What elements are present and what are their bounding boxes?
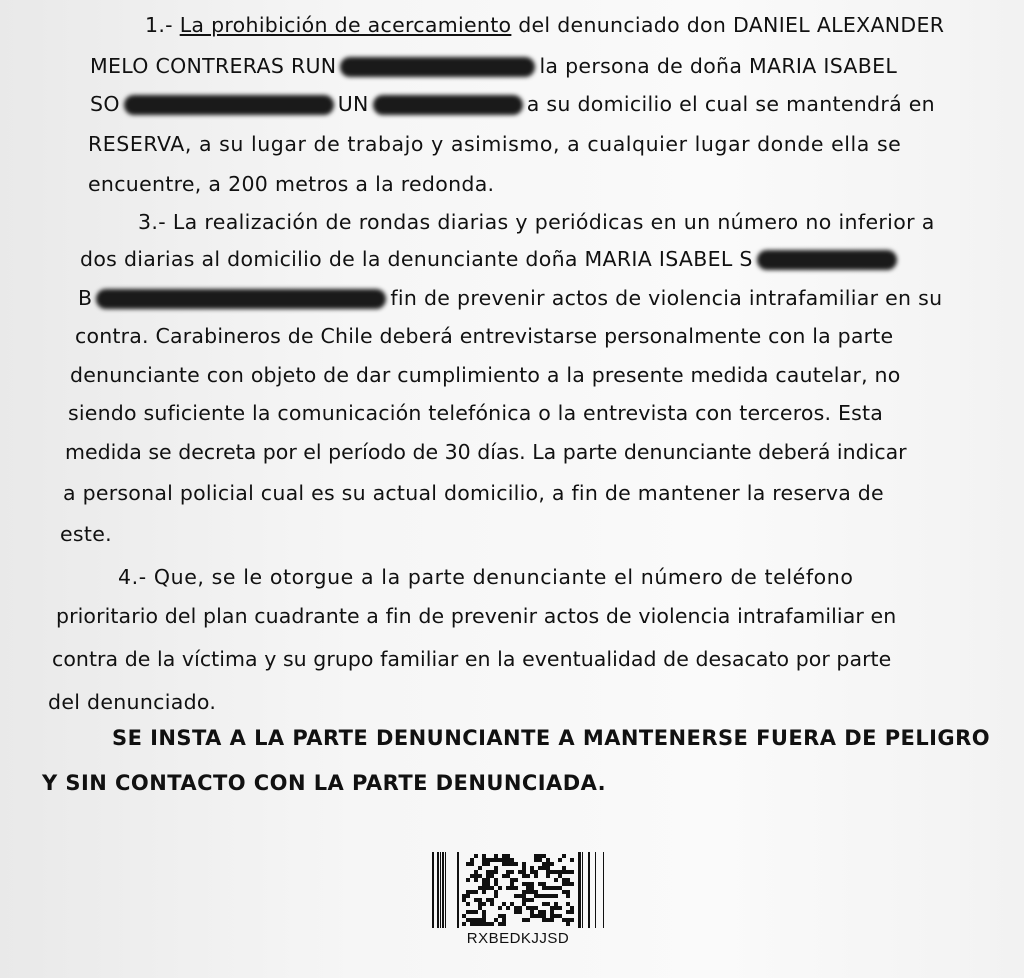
p1-line-1-rest: del denunciado don DANIEL ALEXANDER bbox=[511, 13, 945, 37]
barcode bbox=[428, 852, 608, 952]
p1-line-3-b: UN bbox=[337, 92, 369, 116]
notice-line-1-text: SE INSTA A LA PARTE DENUNCIANTE A MANTENERSE FUERA DE PELIGRO bbox=[112, 726, 991, 750]
p1-number: 1.- bbox=[145, 13, 180, 37]
p3-line-4 bbox=[75, 323, 893, 349]
p1-line-5 bbox=[88, 171, 494, 197]
p1-line-4 bbox=[88, 131, 901, 157]
p3-line-7-text: medida se decreta por el período de 30 días. La parte denunciante deberá indicar bbox=[65, 440, 907, 464]
redaction-mark bbox=[757, 250, 897, 270]
p1-line-3 bbox=[90, 91, 935, 117]
p3-line-6 bbox=[68, 400, 883, 426]
p4-line-4 bbox=[48, 689, 216, 715]
p1-line-4-text: RESERVA, a su lugar de trabajo y asimismo, a cualquier lugar donde ella se bbox=[88, 132, 902, 156]
p4-line-2 bbox=[56, 603, 896, 629]
p3-line-9-text: este. bbox=[60, 522, 112, 546]
p3-line-4-text: contra. Carabineros de Chile deberá entrevistarse personalmente con la parte bbox=[75, 324, 894, 348]
p3-line-6-text: siendo suficiente la comunicación telefónica o la entrevista con terceros. Esta bbox=[68, 401, 884, 425]
p4-line-4-text: del denunciado. bbox=[48, 690, 217, 714]
p3-line-1 bbox=[138, 209, 935, 235]
p4-line-2-text: prioritario del plan cuadrante a fin de prevenir actos de violencia intrafamiliar en bbox=[56, 604, 897, 628]
p3-line-5-text: denunciante con objeto de dar cumplimiento a la presente medida cautelar, no bbox=[70, 363, 901, 387]
redaction-mark bbox=[340, 57, 535, 77]
notice-line-2-text: Y SIN CONTACTO CON LA PARTE DENUNCIADA. bbox=[42, 771, 607, 795]
p1-line-2-b: la persona de doña MARIA ISABEL bbox=[539, 54, 898, 78]
p3-line-1-text: 3.- La realización de rondas diarias y periódicas en un número no inferior a bbox=[138, 210, 935, 234]
p3-line-3 bbox=[78, 285, 942, 311]
p1-underlined-title: La prohibición de acercamiento bbox=[179, 13, 512, 37]
redaction-mark bbox=[124, 95, 334, 115]
p3-line-5 bbox=[70, 362, 900, 388]
p4-line-1 bbox=[118, 564, 854, 590]
p4-line-3 bbox=[52, 646, 891, 672]
p1-line-5-text: encuentre, a 200 metros a la redonda. bbox=[88, 172, 495, 196]
p1-line-1 bbox=[145, 12, 944, 38]
redaction-mark bbox=[96, 289, 386, 309]
notice-line-2 bbox=[42, 771, 606, 795]
p1-line-3-a: SO bbox=[90, 92, 120, 116]
p3-line-7 bbox=[65, 439, 907, 465]
p1-line-2 bbox=[90, 53, 897, 79]
p3-line-9 bbox=[60, 521, 112, 547]
p3-line-8 bbox=[63, 480, 884, 506]
p3-line-3-a: B bbox=[78, 286, 93, 310]
p1-line-3-c: a su domicilio el cual se mantendrá en bbox=[526, 92, 935, 116]
p3-line-2-a: dos diarias al domicilio de la denunciante doña MARIA ISABEL S bbox=[80, 247, 753, 271]
barcode-graphic bbox=[428, 852, 608, 928]
p1-line-2-a: MELO CONTRERAS RUN bbox=[90, 54, 337, 78]
barcode-code: RXBEDKJJSD bbox=[466, 930, 570, 947]
notice-line-1 bbox=[112, 726, 990, 750]
p4-line-3-text: contra de la víctima y su grupo familiar en la eventualidad de desacato por parte bbox=[52, 647, 892, 671]
p3-line-8-text: a personal policial cual es su actual domicilio, a fin de mantener la reserva de bbox=[63, 481, 884, 505]
p4-line-1-text: 4.- Que, se le otorgue a la parte denunciante el número de teléfono bbox=[118, 565, 854, 589]
redaction-mark bbox=[373, 95, 523, 115]
p3-line-3-b: fin de prevenir actos de violencia intrafamiliar en su bbox=[390, 286, 943, 310]
p3-line-2 bbox=[80, 246, 901, 272]
